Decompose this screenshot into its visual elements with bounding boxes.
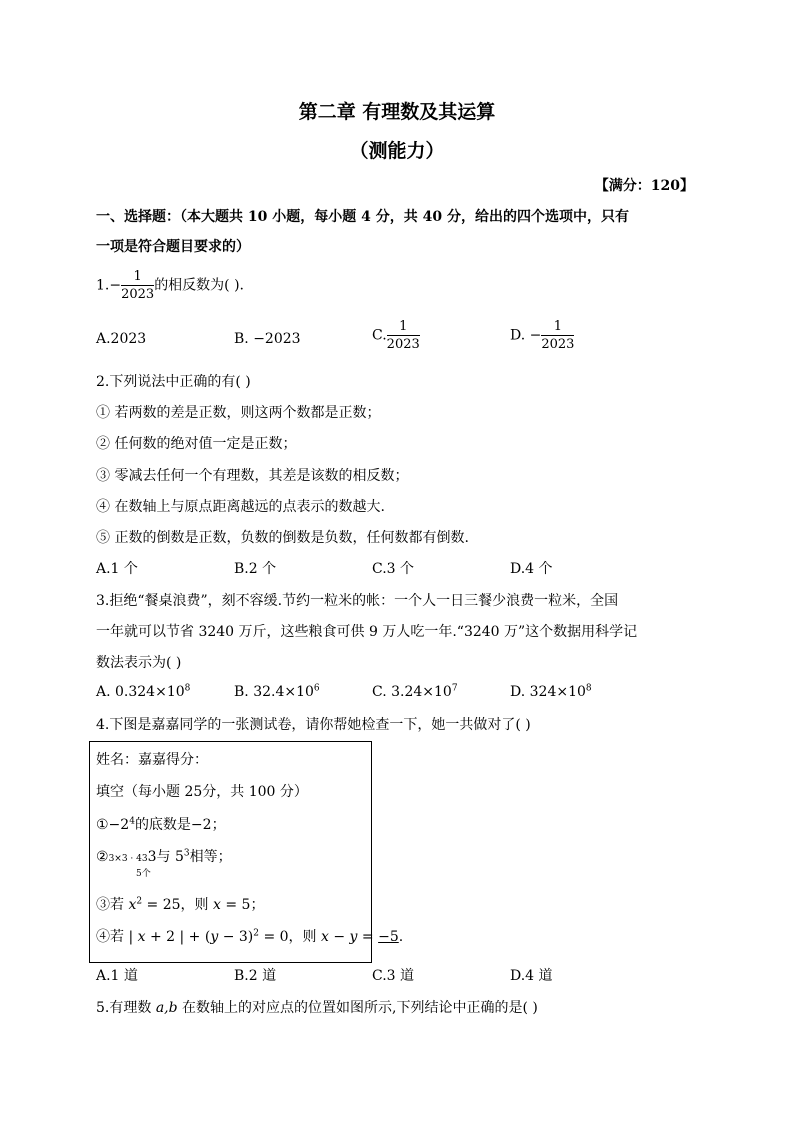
q3-option-c: C. $3.24\times 10^7$ bbox=[372, 683, 458, 700]
section-heading-line1: 一、选择题：（本大题共 10 小题，每小题 4 分，共 40 分，给出的四个选项中，只有 bbox=[96, 209, 629, 225]
test-paper-item-2: ②3×3 · 433与 $5^3$相等； bbox=[96, 848, 232, 865]
q4-option-d: D.4 道 bbox=[510, 968, 553, 984]
q3-option-d: D. $324\times 10^8$ bbox=[510, 683, 592, 700]
q2-option-b: B.2 个 bbox=[234, 561, 277, 577]
q2-option-a: A.1 个 bbox=[96, 561, 138, 577]
question-5-stem: 5.有理数 a,b 在数轴上的对应点的位置如图所示,下列结论中正确的是( ) bbox=[96, 1000, 538, 1016]
q4-option-a: A.1 道 bbox=[96, 968, 138, 984]
q4-option-c: C.3 道 bbox=[372, 968, 415, 984]
q1-option-c: C. $\frac{1}{2023}$ bbox=[372, 319, 420, 352]
q2-statement-1: ① 若两数的差是正数，则这两个数都是正数； bbox=[96, 405, 381, 421]
test-paper-name: 姓名：嘉嘉得分： bbox=[96, 752, 208, 768]
page-subtitle: （测能力） bbox=[349, 140, 445, 162]
question-4-stem: 4.下图是嘉嘉同学的一张测试卷，请你帮她检查一下，她一共做对了( ) bbox=[96, 717, 531, 733]
q1-option-d: D. − $\frac{1}{2023}$ bbox=[510, 319, 575, 352]
q4-option-b: B.2 道 bbox=[234, 968, 277, 984]
full-score: 【满分：120】 bbox=[594, 178, 694, 194]
q2-statement-5: ⑤ 正数的倒数是正数，负数的倒数是负数，任何数都有倒数. bbox=[96, 530, 469, 546]
q2-statement-2: ② 任何数的绝对值一定是正数； bbox=[96, 436, 297, 452]
question-3-line1: 3.拒绝“餐桌浪费”，刻不容缓.节约一粒米的帐：一个人一日三餐少浪费一粒米，全国 bbox=[96, 593, 619, 609]
q2-statement-4: ④ 在数轴上与原点距离越远的点表示的数越大. bbox=[96, 499, 385, 515]
question-2-stem: 2.下列说法中正确的有( ) bbox=[96, 374, 251, 390]
question-1-stem: 1.− $\frac{1}{2023}$ 的相反数为( ). bbox=[96, 269, 245, 302]
fraction: $\frac{1}{2023}$ bbox=[541, 319, 575, 352]
test-paper-item-4: ④若 | x + 2 | + $(y - 3)^2 = 0$，则 x − y = −5. bbox=[96, 928, 404, 945]
question-3-line2: 一年就可以节省 3240 万斤，这些粮食可供 9 万人吃一年.“3240 万”这个数据用科学记 bbox=[96, 624, 638, 640]
test-paper-item-1: $①-2^4$的底数是−2； bbox=[96, 816, 226, 833]
q2-statement-3: ③ 零减去任何一个有理数，其差是该数的相反数； bbox=[96, 468, 409, 484]
question-3-line3: 数法表示为( ) bbox=[96, 655, 182, 671]
test-paper-fill-heading: 填空（每小题 25分，共 100 分） bbox=[96, 784, 308, 800]
fraction: $\frac{1}{2023}$ bbox=[121, 269, 155, 302]
q2-option-d: D.4 个 bbox=[510, 561, 553, 577]
page-title: 第二章 有理数及其运算 bbox=[298, 101, 496, 123]
section-heading-line2: 一项是符合题目要求的） bbox=[96, 239, 250, 255]
q2-option-c: C.3 个 bbox=[372, 561, 415, 577]
fraction: $\frac{1}{2023}$ bbox=[386, 319, 420, 352]
q3-option-a: A. $0.324\times 10^8$ bbox=[96, 683, 191, 700]
test-paper-item-2-underbrace: 5个 bbox=[136, 869, 151, 879]
q3-option-b: B. $32.4\times 10^6$ bbox=[234, 683, 320, 700]
test-paper-item-3: ③若 $x^2 = 25$，则 x = 5； bbox=[96, 896, 265, 913]
q1-option-b: B. −2023 bbox=[234, 331, 301, 347]
q1-option-a: A.2023 bbox=[96, 331, 147, 347]
